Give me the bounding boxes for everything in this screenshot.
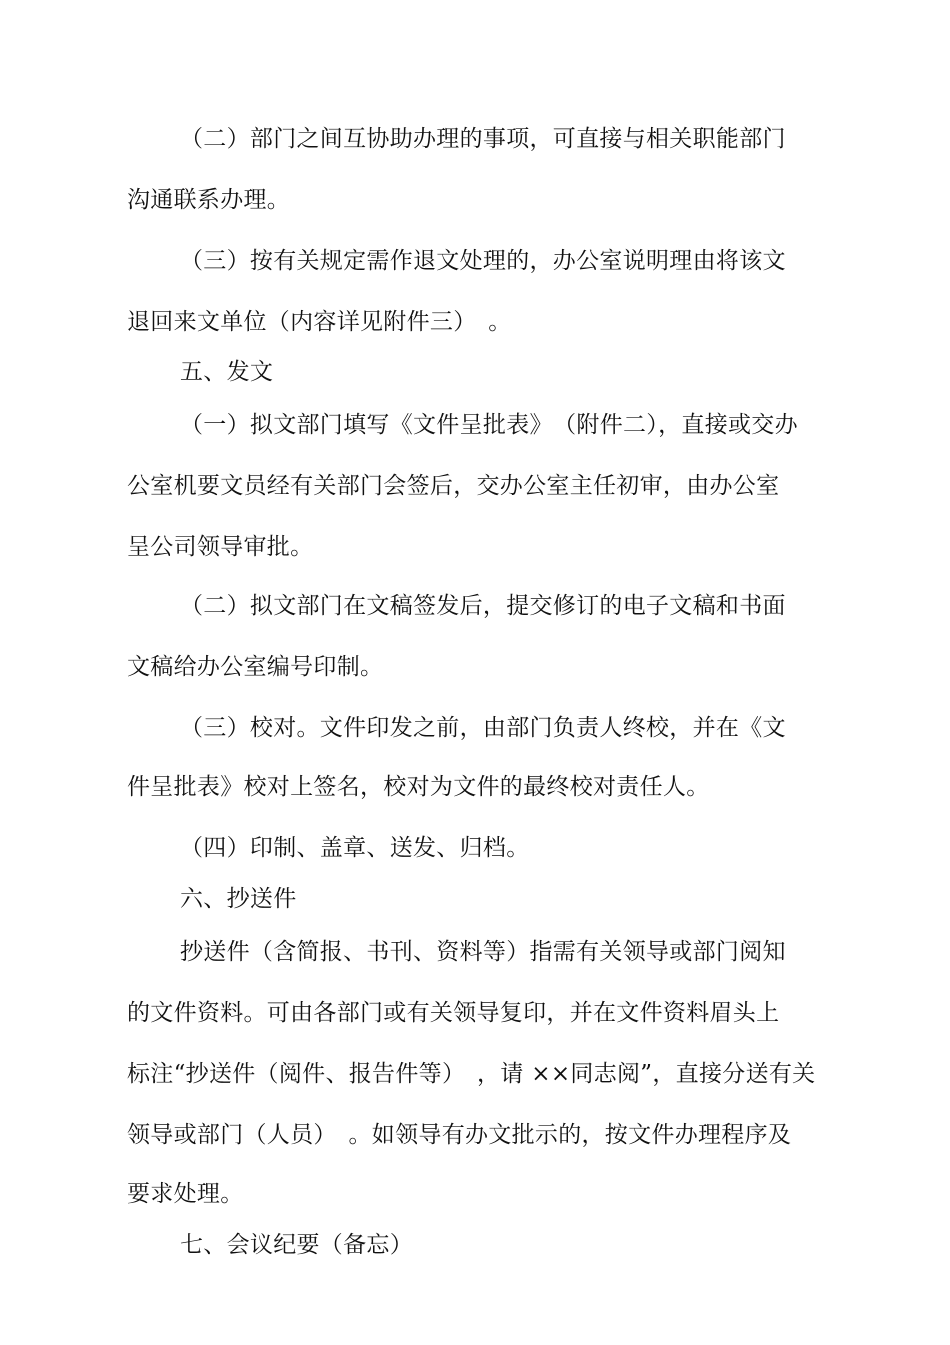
section-heading-6: 六、抄送件 bbox=[180, 886, 297, 912]
paragraph-5-3-line-1: （三）校对。文件印发之前，由部门负责人终校，并在《文 bbox=[180, 715, 786, 741]
paragraph-5-1-line-3: 呈公司领导审批。 bbox=[127, 534, 314, 560]
paragraph-5-3-line-2: 件呈批表》校对上签名，校对为文件的最终校对责任人。 bbox=[127, 774, 710, 800]
paragraph-5-1-line-1: （一）拟文部门填写《文件呈批表》 （附件二），直接或交办 bbox=[180, 412, 798, 438]
paragraph-6-line-4: 领导或部门（人员） 。如领导有办文批示的，按文件办理程序及 bbox=[127, 1122, 792, 1148]
paragraph-6-line-2: 的文件资料。可由各部门或有关领导复印，并在文件资料眉头上 bbox=[127, 1000, 780, 1026]
paragraph-5-2-line-2: 文稿给办公室编号印制。 bbox=[127, 654, 384, 680]
paragraph-2-line-1: （二）部门之间互协助办理的事项，可直接与相关职能部门 bbox=[180, 126, 786, 152]
paragraph-6-line-5: 要求处理。 bbox=[127, 1181, 244, 1207]
paragraph-3-line-1: （三）按有关规定需作退文处理的，办公室说明理由将该文 bbox=[180, 248, 786, 274]
paragraph-6-line-1: 抄送件（含简报、书刊、资料等）指需有关领导或部门阅知 bbox=[180, 939, 786, 965]
paragraph-5-2-line-1: （二）拟文部门在文稿签发后，提交修订的电子文稿和书面 bbox=[180, 593, 786, 619]
paragraph-5-4: （四）印制、盖章、送发、归档。 bbox=[180, 835, 530, 861]
section-heading-5: 五、发文 bbox=[180, 359, 274, 385]
section-heading-7: 七、会议纪要（备忘） bbox=[180, 1232, 413, 1258]
paragraph-3-line-2: 退回来文单位（内容详见附件三） 。 bbox=[127, 309, 512, 335]
paragraph-5-1-line-2: 公室机要文员经有关部门会签后，交办公室主任初审，由办公室 bbox=[127, 473, 780, 499]
paragraph-6-line-3: 标注“抄送件（阅件、报告件等） ，请 ××同志阅”，直接分送有关 bbox=[127, 1061, 816, 1087]
paragraph-2-line-2: 沟通联系办理。 bbox=[127, 187, 291, 213]
